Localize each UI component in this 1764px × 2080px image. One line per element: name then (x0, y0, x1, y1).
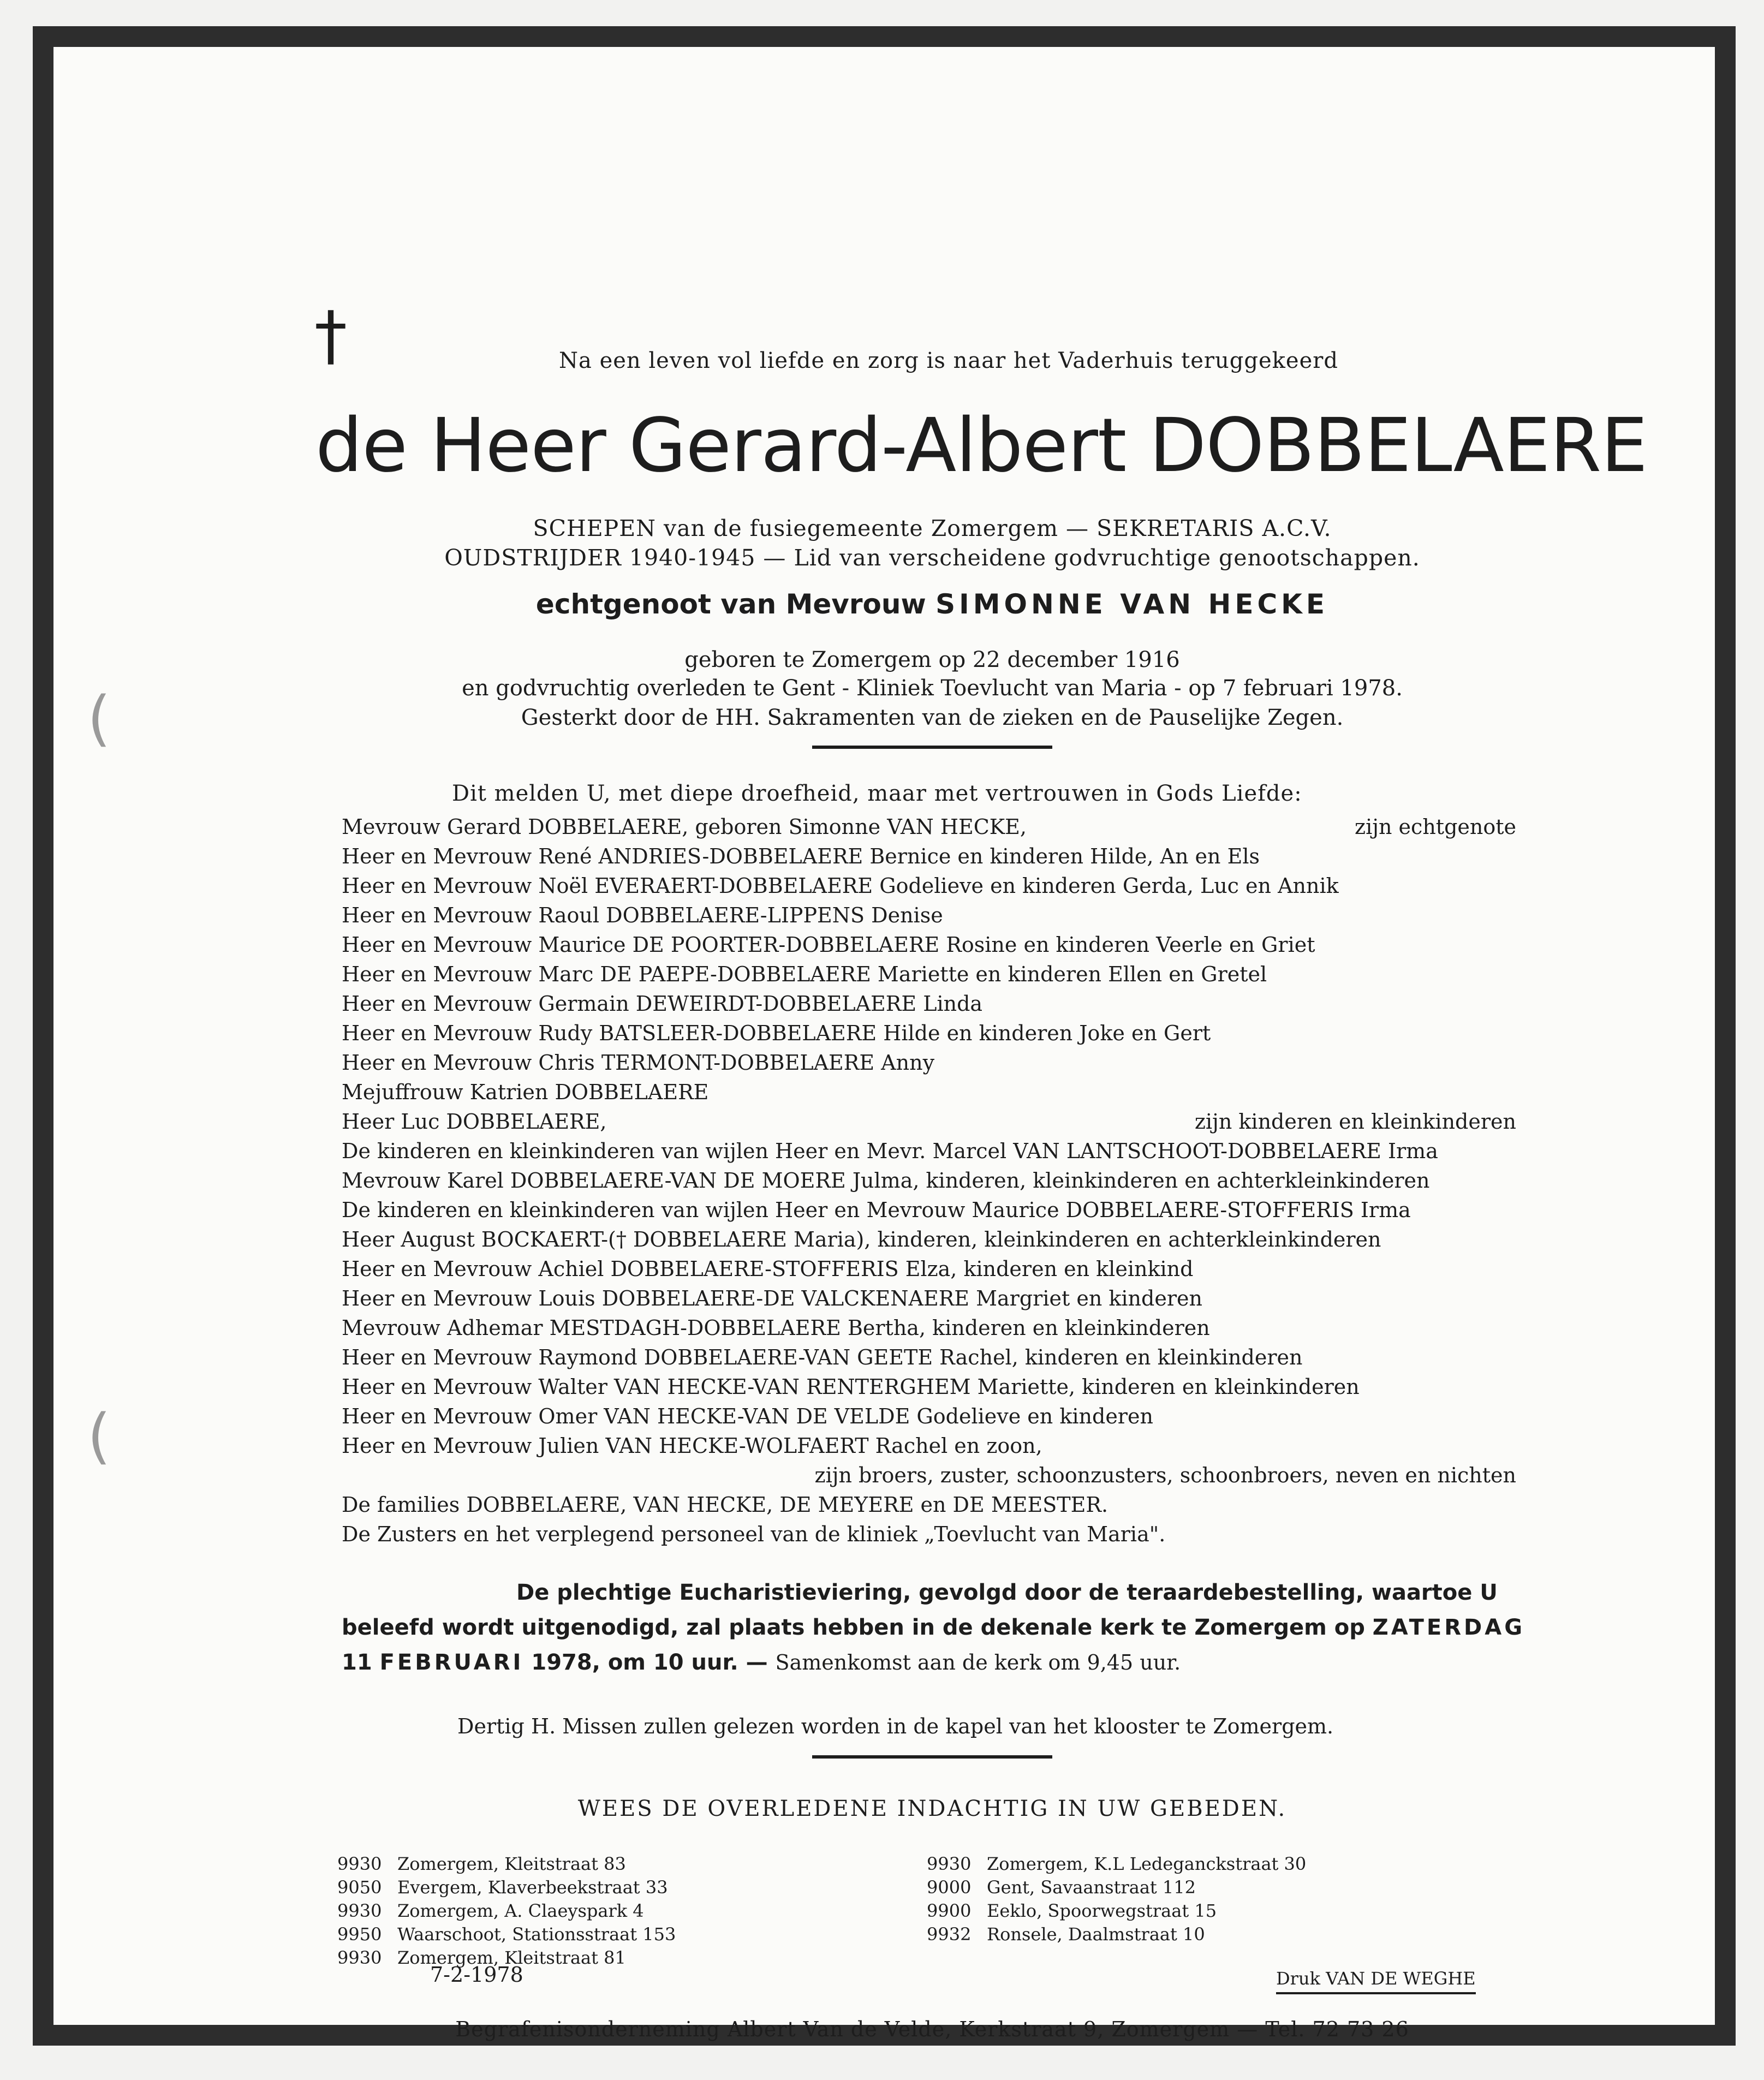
family-row (342, 1195, 1516, 1225)
address-line (927, 1852, 1306, 1876)
family-row-text: De kinderen en kleinkinderen van wijlen Heer en Mevrouw Maurice DOBBELAERE-STOFFERIS Irma (342, 1198, 1411, 1222)
family-row (342, 1077, 1516, 1107)
title-line-2: OUDSTRIJDER 1940-1945 — Lid van verscheidene godvruchtige genootschappen. (444, 545, 1420, 571)
postal-code: 9930 (337, 1900, 382, 1921)
postal-code: 9930 (337, 1947, 382, 1968)
announcement-month: FEBRUARI (379, 1650, 524, 1675)
prayer-line: WEES DE OVERLEDENE INDACHTIG IN UW GEBEDEN. (577, 1796, 1287, 1821)
family-row (342, 1343, 1516, 1372)
family-row (342, 1519, 1516, 1549)
family-row (342, 959, 1516, 989)
ceremony-announcement (342, 1575, 1525, 1680)
address-line (337, 1852, 676, 1876)
family-row (342, 1284, 1516, 1313)
announcement-line-2-text: beleefd wordt uitgenodigd, zal plaats hebben in de dekenale kerk te Zomergem op (342, 1615, 1365, 1640)
address-line (337, 1923, 676, 1946)
family-row-text: Heer en Mevrouw Maurice DE POORTER-DOBBELAERE Rosine en kinderen Veerle en Griet (342, 933, 1315, 957)
postal-code: 9930 (337, 1853, 382, 1874)
family-row-relation: zijn echtgenote (1355, 815, 1516, 839)
address-text: Zomergem, Kleitstraat 83 (397, 1853, 626, 1874)
announcement-line-2 (342, 1610, 1525, 1645)
family-row (342, 1254, 1516, 1284)
address-text: Evergem, Klaverbeekstraat 33 (397, 1877, 668, 1898)
family-row-text: Heer en Mevrouw Rudy BATSLEER-DOBBELAERE Hilde en kinderen Joke en Gert (342, 1021, 1211, 1045)
divider-rule (812, 746, 1052, 749)
spouse-line (315, 588, 1549, 620)
punch-hole-mark: ( (87, 683, 111, 753)
announcement-time: 1978, om 10 uur. — (531, 1650, 768, 1675)
title-line-1: SCHEPEN van de fusiegemeente Zomergem — SEKRETARIS A.C.V. (533, 515, 1332, 541)
family-row-text: Heer August BOCKAERT-(† DOBBELAERE Maria), kinderen, kleinkinderen en achterkleinkinderen (342, 1227, 1381, 1251)
address-text: Ronsele, Daalmstraat 10 (987, 1924, 1205, 1945)
postal-code: 9950 (337, 1924, 382, 1945)
family-row-text: De Zusters en het verplegend personeel van de kliniek „Toevlucht van Maria". (342, 1522, 1166, 1546)
born-line: geboren te Zomergem op 22 december 1916 (684, 647, 1180, 672)
family-row-text: Heer en Mevrouw Achiel DOBBELAERE-STOFFERIS Elza, kinderen en kleinkind (342, 1257, 1194, 1281)
address-line (927, 1899, 1306, 1923)
family-row-text: Mejuffrouw Katrien DOBBELAERE (342, 1080, 709, 1104)
intro-line: Na een leven vol liefde en zorg is naar het Vaderhuis teruggekeerd (559, 348, 1338, 373)
family-row-relation: zijn kinderen en kleinkinderen (1194, 1110, 1516, 1134)
address-text: Zomergem, A. Claeyspark 4 (397, 1900, 644, 1921)
family-row-text: Heer en Mevrouw Raoul DOBBELAERE-LIPPENS Denise (342, 903, 943, 927)
family-row-text: Heer en Mevrouw Walter VAN HECKE-VAN RENTERGHEM Mariette, kinderen en kleinkinderen (342, 1375, 1360, 1399)
death-notice-card (33, 26, 1736, 2046)
family-row-text: Heer en Mevrouw Raymond DOBBELAERE-VAN GEETE Rachel, kinderen en kleinkinderen (342, 1345, 1303, 1369)
announcement-gathering: Samenkomst aan de kerk om 9,45 uur. (775, 1650, 1181, 1674)
address-text: Waarschoot, Stationsstraat 153 (397, 1924, 676, 1945)
family-row-text: Heer en Mevrouw Louis DOBBELAERE-DE VALCKENAERE Margriet en kinderen (342, 1286, 1202, 1310)
spouse-name: SIMONNE VAN HECKE (935, 588, 1329, 620)
announcement-line-3 (342, 1645, 1516, 1680)
family-row (342, 1313, 1516, 1343)
family-row-text: Mevrouw Gerard DOBBELAERE, geboren Simonne VAN HECKE, (342, 815, 1027, 839)
family-row (342, 1166, 1516, 1195)
addresses-right (927, 1852, 1306, 1946)
undertaker-line: Begrafenisonderneming Albert Van de Velde, Kerkstraat 9, Zomergem — Tel. 72 73 26 (455, 2017, 1409, 2041)
address-text: Zomergem, Kleitstraat 81 (397, 1947, 626, 1968)
family-row-text: Heer en Mevrouw Julien VAN HECKE-WOLFAERT Rachel en zoon, (342, 1434, 1042, 1458)
family-row (342, 989, 1516, 1018)
address-line (927, 1876, 1306, 1899)
family-row-text: Heer en Mevrouw Marc DE PAEPE-DOBBELAERE Mariette en kinderen Ellen en Gretel (342, 962, 1267, 986)
family-row-text: De families DOBBELAERE, VAN HECKE, DE MEYERE en DE MEESTER. (342, 1493, 1109, 1517)
family-row (342, 1402, 1516, 1431)
family-row (342, 901, 1516, 930)
family-row (342, 812, 1516, 842)
family-row (342, 1136, 1516, 1166)
family-row-relation: zijn broers, zuster, schoonzusters, schoonbroers, neven en nichten (814, 1463, 1516, 1487)
family-row (342, 930, 1516, 959)
address-text: Gent, Savaanstraat 112 (987, 1877, 1196, 1898)
family-row (342, 871, 1516, 901)
masses-line: Dertig H. Missen zullen gelezen worden in de kapel van het klooster te Zomergem. (457, 1714, 1334, 1738)
family-row (342, 1107, 1516, 1136)
spouse-prefix: echtgenoot van Mevrouw (535, 588, 926, 620)
family-row (342, 1048, 1516, 1077)
address-text: Zomergem, K.L Ledeganckstraat 30 (987, 1853, 1307, 1874)
postal-code: 9900 (927, 1900, 972, 1921)
family-row (342, 842, 1516, 871)
postal-code: 9050 (337, 1877, 382, 1898)
addresses-left (337, 1852, 676, 1970)
family-lead: Dit melden U, met diepe droefheid, maar met vertrouwen in Gods Liefde: (452, 781, 1302, 806)
printer-credit: Druk VAN DE WEGHE (1276, 1968, 1476, 1994)
family-row-text: Mevrouw Adhemar MESTDAGH-DOBBELAERE Bertha, kinderen en kleinkinderen (342, 1316, 1210, 1340)
announcement-day-number: 11 (342, 1650, 372, 1675)
address-text: Eeklo, Spoorwegstraat 15 (987, 1900, 1217, 1921)
postal-code: 9930 (927, 1853, 972, 1874)
died-line: en godvruchtig overleden te Gent - Kliniek Toevlucht van Maria - op 7 februari 1978. (462, 676, 1403, 701)
address-line (337, 1899, 676, 1923)
family-list (342, 812, 1516, 1549)
divider-rule (812, 1755, 1052, 1759)
family-row-text: Heer en Mevrouw Germain DEWEIRDT-DOBBELAERE Linda (342, 992, 983, 1016)
announcement-day: ZATERDAG (1372, 1615, 1525, 1640)
notice-date: 7-2-1978 (430, 1963, 523, 1987)
postal-code: 9000 (927, 1877, 972, 1898)
family-row-text: Heer en Mevrouw René ANDRIES-DOBBELAERE Bernice en kinderen Hilde, An en Els (342, 844, 1260, 868)
family-row (342, 1490, 1516, 1519)
announcement-line-1: De plechtige Eucharistieviering, gevolgd door de teraardebestelling, waartoe U (516, 1580, 1498, 1605)
address-line (927, 1923, 1306, 1946)
cross-icon: † (314, 298, 347, 374)
postal-code: 9932 (927, 1924, 972, 1945)
punch-hole-mark: ( (87, 1401, 111, 1471)
family-row (342, 1431, 1516, 1461)
deceased-name: de Heer Gerard-Albert DOBBELAERE (315, 403, 1648, 489)
family-row-text: Heer en Mevrouw Noël EVERAERT-DOBBELAERE Godelieve en kinderen Gerda, Luc en Annik (342, 874, 1339, 898)
family-row-text: Heer en Mevrouw Chris TERMONT-DOBBELAERE Anny (342, 1051, 935, 1075)
family-row-text: Heer Luc DOBBELAERE, (342, 1110, 607, 1134)
family-row (342, 1372, 1516, 1402)
family-row-text: Heer en Mevrouw Omer VAN HECKE-VAN DE VELDE Godelieve en kinderen (342, 1404, 1153, 1428)
address-line (337, 1876, 676, 1899)
sacraments-line: Gesterkt door de HH. Sakramenten van de zieken en de Pauselijke Zegen. (521, 705, 1344, 730)
family-row (342, 1018, 1516, 1048)
family-row-text: De kinderen en kleinkinderen van wijlen Heer en Mevr. Marcel VAN LANTSCHOOT-DOBBELAERE Irma (342, 1139, 1438, 1163)
family-row (342, 1225, 1516, 1254)
family-row (342, 1461, 1516, 1490)
family-row-text: Mevrouw Karel DOBBELAERE-VAN DE MOERE Julma, kinderen, kleinkinderen en achterkleinkinderen (342, 1169, 1430, 1193)
